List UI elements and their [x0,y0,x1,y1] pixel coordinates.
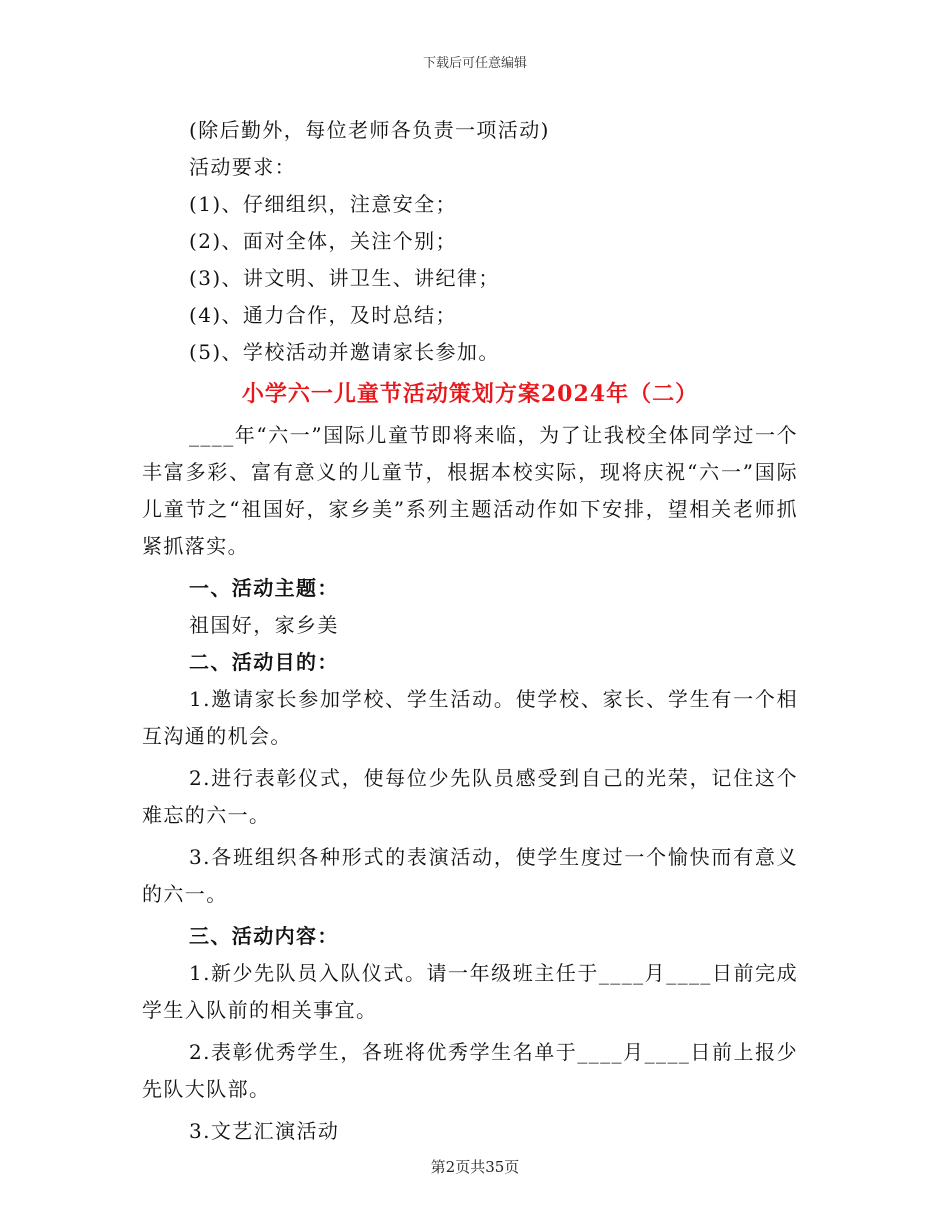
heading-theme: 一、活动主题： [189,576,339,600]
page-footer: 第2页共35页 [430,1158,520,1176]
heading-purpose: 二、活动目的： [189,650,339,674]
content-item: 3.文艺汇演活动 [189,1119,340,1143]
content-item: 1.新少先队员入队仪式。请一年级班主任于____月____日前完成学生入队前的相关事宜。 [142,961,798,1022]
intro-line: 活动要求： [189,155,296,179]
section-title: 小学六一儿童节活动策划方案2024年（二） [241,381,699,407]
theme-text: 祖国好，家乡美 [189,613,339,637]
page-header: 下载后可任意编辑 [422,56,527,71]
intro-paragraph: ____年“六一”国际儿童节即将来临，为了让我校全体同学过一个丰富多彩、富有意义的儿童节，根据本校实际，现将庆祝“六一”国际儿童节之“祖国好，家乡美”系列主题活动作如下安排，望相关老师抓紧抓落实。 [142,423,798,558]
requirement-item: (2)、面对全体，关注个别； [189,229,457,253]
requirement-item: (4)、通力合作，及时总结； [189,303,457,327]
requirement-item: (1)、仔细组织，注意安全； [189,192,457,216]
intro-line: (除后勤外，每位老师各负责一项活动) [189,118,550,142]
heading-content: 三、活动内容： [189,924,339,948]
purpose-item: 1.邀请家长参加学校、学生活动。使学校、家长、学生有一个相互沟通的机会。 [142,687,798,748]
purpose-item: 3.各班组织各种形式的表演活动，使学生度过一个愉快而有意义的六一。 [142,845,798,906]
requirement-item: (3)、讲文明、讲卫生、讲纪律； [189,266,500,290]
content-item: 2.表彰优秀学生，各班将优秀学生名单于____月____日前上报少先队大队部。 [142,1040,798,1101]
requirement-item: (5)、学校活动并邀请家长参加。 [189,340,500,364]
document-body [142,112,798,1150]
purpose-item: 2.进行表彰仪式，使每位少先队员感受到自己的光荣，记住这个难忘的六一。 [142,766,798,827]
